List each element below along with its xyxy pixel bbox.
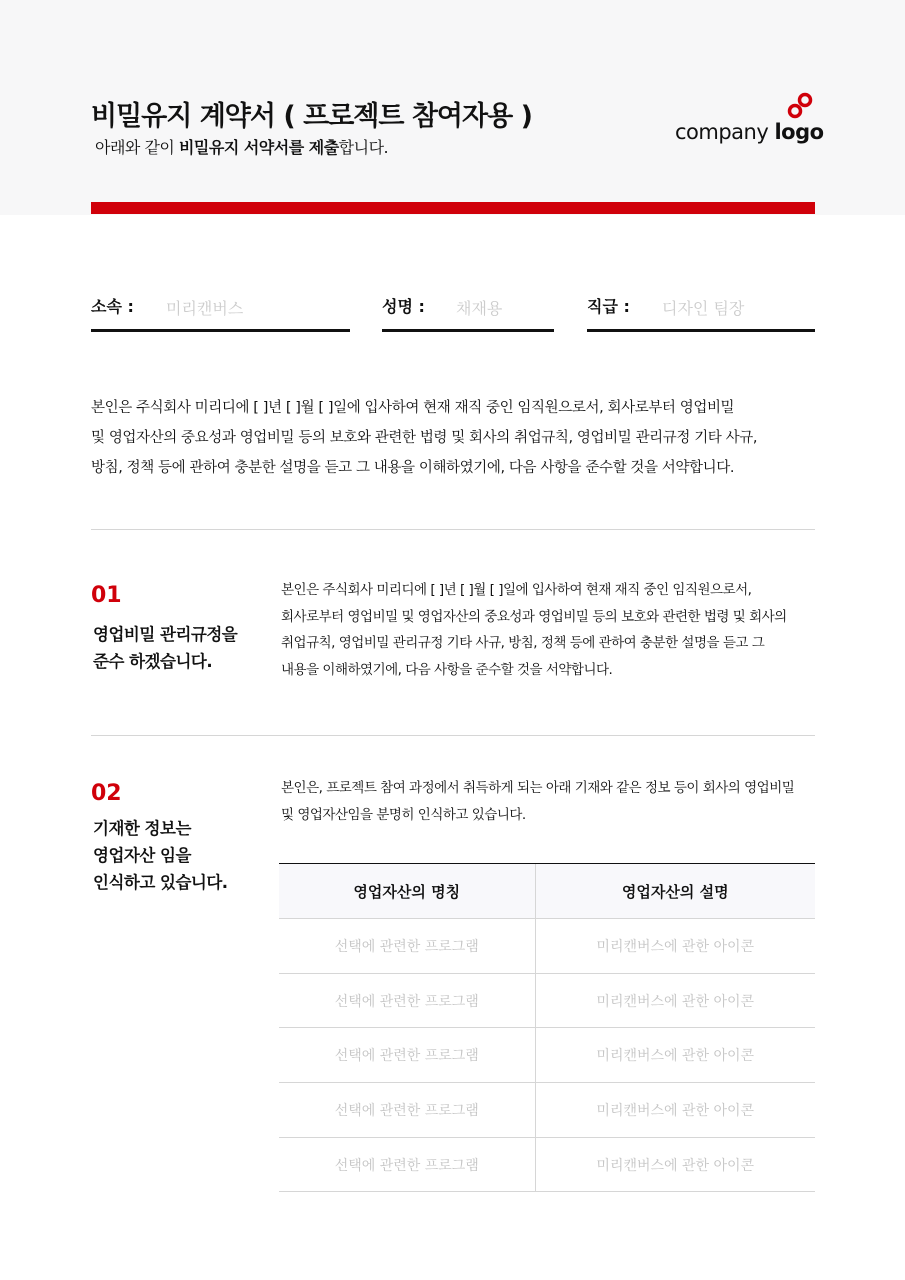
- table-cell[interactable]: 미리캔버스에 관한 아이콘: [535, 1137, 815, 1192]
- field-affiliation[interactable]: [91, 292, 350, 332]
- section-number: 02: [91, 781, 122, 806]
- section-title: 기재한 정보는 영업자산 임을 인식하고 있습니다.: [93, 819, 228, 892]
- table-row: [279, 919, 815, 974]
- divider: [91, 735, 815, 736]
- table-cell[interactable]: 선택에 관련한 프로그램: [279, 973, 535, 1028]
- field-name[interactable]: [382, 292, 554, 332]
- column-header: 영업자산의 명칭: [279, 864, 535, 919]
- table-cell[interactable]: 미리캔버스에 관한 아이콘: [535, 973, 815, 1028]
- accent-bar: [91, 202, 815, 214]
- table-cell[interactable]: 미리캔버스에 관한 아이콘: [535, 1028, 815, 1083]
- table-cell[interactable]: 선택에 관련한 프로그램: [279, 1028, 535, 1083]
- intro-paragraph: [91, 393, 821, 483]
- field-value: 채재용: [456, 299, 503, 318]
- company-logo: [675, 92, 824, 152]
- field-position[interactable]: [587, 292, 815, 332]
- table-row: [279, 973, 815, 1028]
- field-label: 소속 :: [91, 297, 134, 316]
- infinity-logo-icon: [785, 92, 817, 120]
- section-text: 본인은, 프로젝트 참여 과정에서 취득하게 되는 아래 기재와 같은 정보 등이 회사의 영업비밀 및 영업자산임을 분명히 인식하고 있습니다.: [281, 780, 795, 823]
- field-label: 직급 :: [587, 297, 630, 316]
- section-text: 본인은 주식회사 미리디에 [ ]년 [ ]월 [ ]일에 입사하여 현재 재직 중인 임직원으로서, 회사로부터 영업비밀 및 영업자산의 중요성과 영업비밀 등의 보호와 관련한 법령 및 회사의 취업규칙, 영업비밀 관리규정 기타 사규, 방침, 정책 등에 관하여 충분한 설명을 듣고 그 내용을 이해하였기에, 다음 사항을 준수할 것을 서약합니다.: [281, 582, 787, 679]
- asset-table: [279, 863, 815, 1192]
- column-header: 영업자산의 설명: [535, 864, 815, 919]
- page-subtitle: 아래와 같이 비밀유지 서약서를 제출합니다.: [95, 138, 389, 157]
- table-cell[interactable]: 미리캔버스에 관한 아이콘: [535, 919, 815, 974]
- section-title: 영업비밀 관리규정을 준수 하겠습니다.: [93, 625, 238, 671]
- field-value: 디자인 팀장: [662, 299, 745, 318]
- table-cell[interactable]: 선택에 관련한 프로그램: [279, 1083, 535, 1138]
- section-number: 01: [91, 583, 122, 608]
- logo-text: company logo: [675, 120, 824, 144]
- field-label: 성명 :: [382, 297, 425, 316]
- table-row: [279, 1083, 815, 1138]
- table-cell[interactable]: 선택에 관련한 프로그램: [279, 1137, 535, 1192]
- text-line: 본인은 주식회사 미리디에 [ ]년 [ ]월 [ ]일에 입사하여 현재 재직 중인 임직원으로서, 회사로부터 영업비밀: [91, 400, 735, 416]
- table-row: [279, 1137, 815, 1192]
- table-row: [279, 1028, 815, 1083]
- text-line: 및 영업자산의 중요성과 영업비밀 등의 보호와 관련한 법령 및 회사의 취업규칙, 영업비밀 관리규정 기타 사규,: [91, 430, 758, 446]
- table-cell[interactable]: 미리캔버스에 관한 아이콘: [535, 1083, 815, 1138]
- text-line: 방침, 정책 등에 관하여 충분한 설명을 듣고 그 내용을 이해하였기에, 다음 사항을 준수할 것을 서약합니다.: [91, 460, 735, 476]
- divider: [91, 529, 815, 530]
- table-cell[interactable]: 선택에 관련한 프로그램: [279, 919, 535, 974]
- field-value: 미리캔버스: [166, 299, 244, 318]
- page-title: 비밀유지 계약서 ( 프로젝트 참여자용 ): [91, 101, 532, 132]
